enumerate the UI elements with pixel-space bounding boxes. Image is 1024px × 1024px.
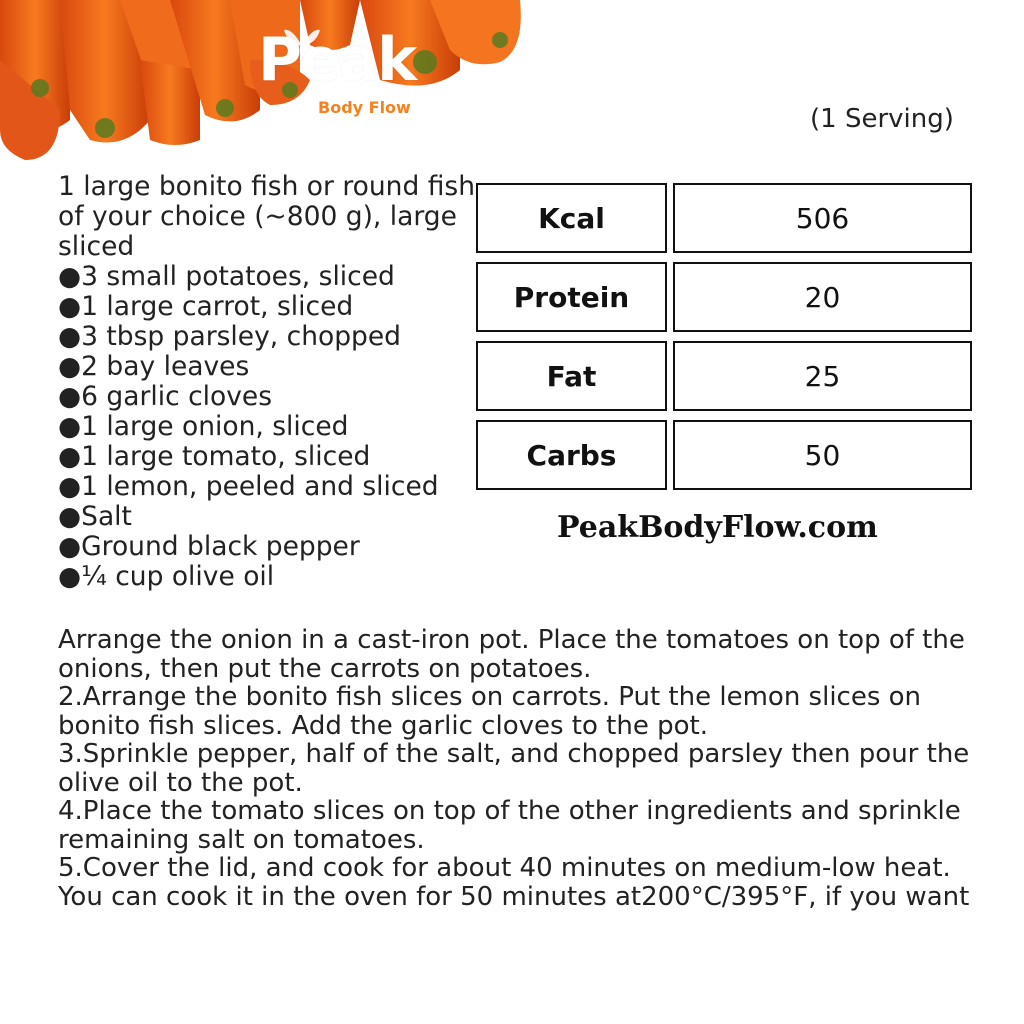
bullet-icon: ● [58, 411, 82, 442]
nutrition-label: Carbs [476, 420, 667, 490]
ingredient-item: ●1 large carrot, sliced [58, 291, 354, 322]
ingredient-item: ●1 large tomato, sliced [58, 441, 371, 472]
bullet-icon: ● [58, 561, 82, 592]
bullet-icon: ● [58, 351, 82, 382]
bullet-icon: ● [58, 531, 82, 562]
ingredient-item: ●3 small potatoes, sliced [58, 261, 395, 292]
logo-tagline: Body Flow [318, 98, 411, 117]
logo-wordmark: Peak [258, 25, 416, 95]
bullet-icon: ● [58, 291, 82, 322]
instructions [58, 626, 988, 911]
instruction-step: 5.Cover the lid, and cook for about 40 minutes on medium-low heat. You can cook it in the oven for 50 minutes at200°C/395°F, if you want [58, 853, 970, 912]
instruction-step: 4.Place the tomato slices on top of the other ingredients and sprinkle remaining salt on tomatoes. [58, 796, 961, 855]
nutrition-value: 50 [673, 420, 972, 490]
ingredient-item: ●2 bay leaves [58, 351, 250, 382]
ingredient-item: ●1 lemon, peeled and sliced [58, 471, 439, 502]
bullet-icon: ● [58, 441, 82, 472]
instruction-step: Arrange the onion in a cast-iron pot. Place the tomatoes on top of the onions, then put the carrots on potatoes. [58, 625, 965, 684]
ingredient-main: 1 large bonito fish or round fish of your choice (~800 g), large sliced [58, 171, 475, 262]
instruction-step: 3.Sprinkle pepper, half of the salt, and chopped parsley then pour the olive oil to the pot. [58, 739, 970, 798]
serving-size: (1 Serving) [810, 104, 954, 134]
bullet-icon: ● [58, 381, 82, 412]
nutrition-value: 25 [673, 341, 972, 411]
nutrition-label: Kcal [476, 183, 667, 253]
ingredient-item: ●¼ cup olive oil [58, 561, 275, 592]
ingredient-item: ●3 tbsp parsley, chopped [58, 321, 401, 352]
ingredient-item: ●Ground black pepper [58, 531, 360, 562]
ingredient-list [58, 172, 478, 592]
website-url: PeakBodyFlow.com [557, 510, 878, 545]
nutrition-label: Protein [476, 262, 667, 332]
instruction-step: 2.Arrange the bonito fish slices on carrots. Put the lemon slices on bonito fish slices. Add the garlic cloves to the pot. [58, 682, 922, 741]
ingredient-item: ●Salt [58, 501, 132, 532]
bullet-icon: ● [58, 501, 82, 532]
nutrition-value: 506 [673, 183, 972, 253]
ingredient-item: ●6 garlic cloves [58, 381, 273, 412]
bullet-icon: ● [58, 321, 82, 352]
nutrition-value: 20 [673, 262, 972, 332]
bullet-icon: ● [58, 471, 82, 502]
bullet-icon: ● [58, 261, 82, 292]
ingredient-item: ●1 large onion, sliced [58, 411, 349, 442]
nutrition-label: Fat [476, 341, 667, 411]
